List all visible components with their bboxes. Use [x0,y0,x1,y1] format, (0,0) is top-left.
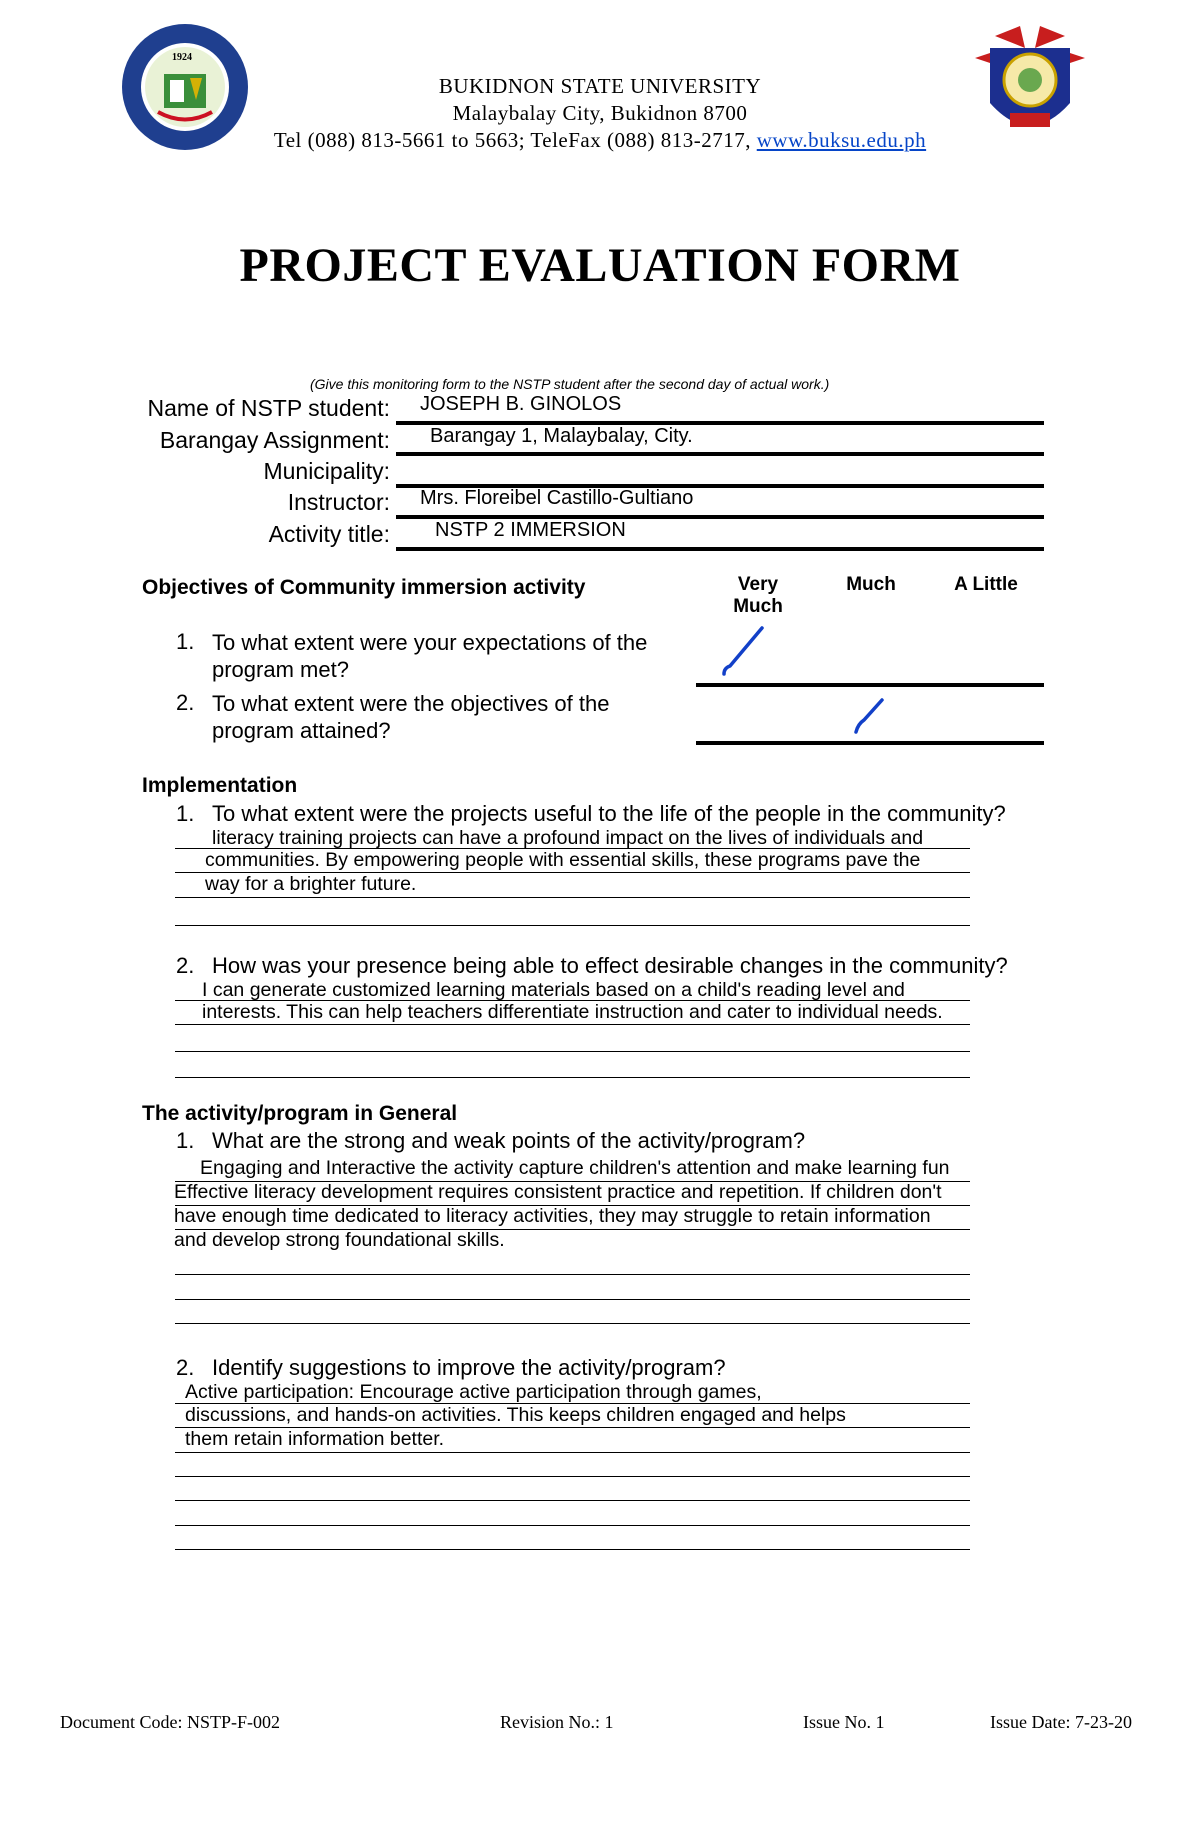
seal-year: 1924 [172,52,192,63]
field-label-barangay: Barangay Assignment: [159,427,390,453]
field-underline [396,452,1044,456]
answer-line [175,1051,970,1052]
field-label-activity-title: Activity title: [268,521,390,547]
field-label-instructor: Instructor: [287,489,390,515]
general-q1-answer-line[interactable]: and develop strong foundational skills. [174,1229,505,1251]
general-q1-answer-line[interactable]: have enough time dedicated to literacy activities, they may struggle to retain information [174,1205,931,1227]
university-address: Malaybalay City, Bukidnon 8700 [452,101,748,125]
implementation-heading: Implementation [142,774,298,797]
objective-q2-number: 2. [176,690,195,715]
implementation-q1-answer-line[interactable]: communities. By empowering people with essential skills, these programs pave the [205,849,921,871]
objective-q1-text: To what extent were your expectations of the program met? [212,630,648,682]
answer-line [175,1299,970,1300]
field-label-student-name: Name of NSTP student: [147,395,390,421]
implementation-q1-text: To what extent were the projects useful to the life of the people in the community? [212,801,1006,826]
answer-line [175,1024,970,1025]
contact-phone: Tel (088) 813-5661 to 5663; TeleFax (088) 813-2717, [273,128,757,152]
rating-row-line [696,683,1044,687]
rating-row-line [696,741,1044,745]
answer-line [175,1525,970,1526]
checkmark-very-much [720,622,770,683]
general-q2-text: Identify suggestions to improve the activity/program? [212,1355,726,1380]
answer-line [175,1476,970,1477]
answer-line [175,1452,970,1453]
implementation-q2-answer-line[interactable]: interests. This can help teachers differentiate instruction and cater to individual needs. [202,1001,943,1023]
footer-revision: Revision No.: 1 [500,1712,614,1732]
general-q1-answer-line[interactable]: Effective literacy development requires consistent practice and repetition. If children don't [174,1181,942,1203]
field-value-activity-title[interactable]: NSTP 2 IMMERSION [435,519,626,541]
field-value-student-name[interactable]: JOSEPH B. GINOLOS [420,393,622,415]
general-q1-number: 1. [176,1128,195,1153]
footer-issue-number: Issue No. 1 [803,1712,885,1732]
answer-line [175,1500,970,1501]
checkmark-much [852,694,888,741]
answer-line [175,1077,970,1078]
website-link[interactable]: www.buksu.edu.ph [756,128,927,152]
field-value-barangay[interactable]: Barangay 1, Malaybalay, City. [430,425,693,447]
general-q2-answer-line[interactable]: them retain information better. [185,1428,445,1450]
field-label-municipality: Municipality: [263,458,390,484]
field-underline [396,547,1044,551]
footer-document-code: Document Code: NSTP-F-002 [60,1712,280,1732]
implementation-q1-answer-line[interactable]: literacy training projects can have a profound impact on the lives of individuals and [212,827,924,849]
form-instruction: (Give this monitoring form to the NSTP student after the second day of actual work.) [310,376,830,392]
page-title: PROJECT EVALUATION FORM [239,239,961,292]
implementation-q1-answer-line[interactable]: way for a brighter future. [205,873,417,895]
field-value-instructor[interactable]: Mrs. Floreibel Castillo-Gultiano [420,487,694,509]
answer-line [175,1274,970,1275]
column-very-much: Very Much [733,574,783,617]
answer-line [175,1549,970,1550]
objective-q2-text: To what extent were the objectives of the program attained? [212,691,610,743]
general-q1-text: What are the strong and weak points of the activity/program? [212,1128,806,1153]
general-q1-answer-line[interactable]: Engaging and Interactive the activity capture children's attention and make learning fun [200,1157,950,1179]
objectives-heading: Objectives of Community immersion activity [142,576,586,599]
answer-line [175,897,970,898]
implementation-q1-number: 1. [176,801,195,826]
general-q2-answer-line[interactable]: discussions, and hands-on activities. This keeps children engaged and helps [185,1404,846,1426]
implementation-q2-text: How was your presence being able to effect desirable changes in the community? [212,953,1008,978]
university-contact [0,128,1200,153]
general-q2-answer-line[interactable]: Active participation: Encourage active participation through games, [185,1381,762,1403]
implementation-q2-number: 2. [176,953,195,978]
general-q2-number: 2. [176,1355,195,1380]
implementation-q2-answer-line[interactable]: I can generate customized learning materials based on a child's reading level and [202,979,905,1001]
university-name: BUKIDNON STATE UNIVERSITY [438,74,762,98]
column-much: Much [846,574,896,595]
footer-issue-date: Issue Date: 7-23-20 [990,1712,1132,1732]
objective-q1-number: 1. [176,629,195,654]
answer-line [175,1323,970,1324]
column-a-little: A Little [954,574,1018,595]
general-heading: The activity/program in General [142,1102,458,1125]
answer-line [175,925,970,926]
